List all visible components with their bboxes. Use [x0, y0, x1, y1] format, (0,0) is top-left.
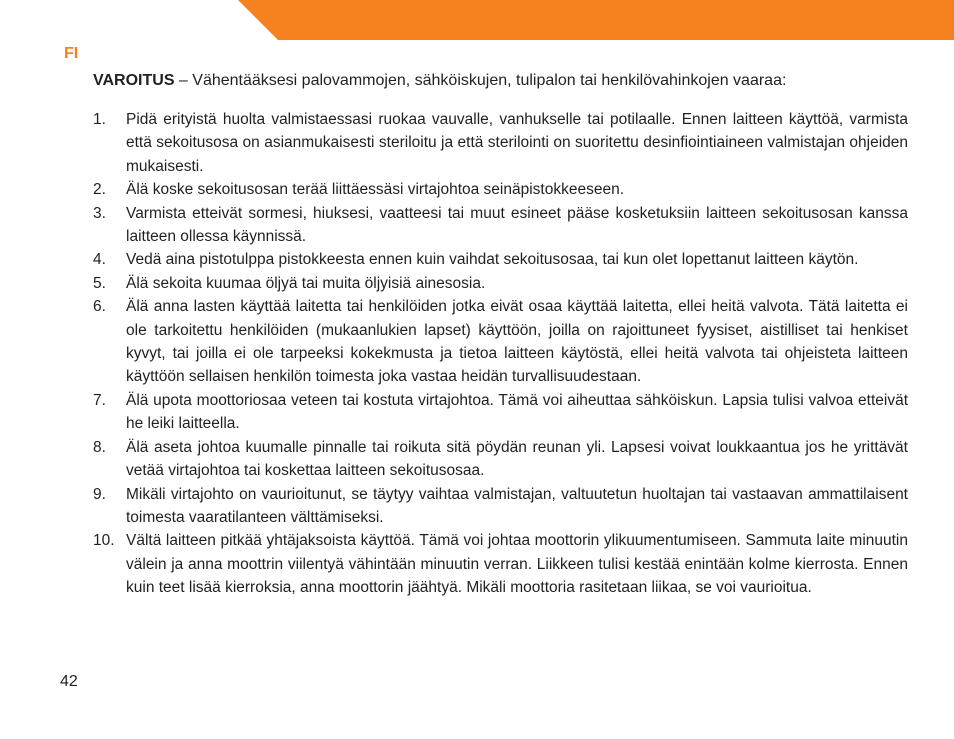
item-text: Älä sekoita kuumaa öljyä tai muita öljyisiä ainesosia.	[126, 274, 486, 292]
item-text: Älä anna lasten käyttää laitetta tai henkilöiden jotka eivät osaa käyttää laitetta, ellei heitä valvota. Tätä laitetta ei ole tarkoitettu henkilöiden (mukaanlukien lapset) käyttöön, joilla on rajoittuneet fyysiset, aistilliset tai henkiset kyvyt, tai joilla ei ole tarpeeksi kokekmusta ja tietoa laitteen käytöstä, ellei heitä valvota tai ohjeisteta laitteen käyttöön sellaisen henkilön toimesta joka vastaa heidän turvallisuudestaan.	[126, 298, 908, 386]
item-text: Vedä aina pistotulppa pistokkeesta ennen kuin vaihdat sekoitusosaa, tai kun olet lopettanut laitteen käytön.	[126, 251, 859, 269]
language-code: FI	[64, 45, 79, 62]
list-item	[93, 529, 908, 599]
item-number: 5.	[93, 274, 106, 292]
list-item	[93, 272, 908, 295]
item-text: Älä aseta johtoa kuumalle pinnalle tai roikuta sitä pöydän reunan yli. Lapsesi voivat loukkaantua jos he yrittävät vetää virtajohtoa tai koskettaa laitteen sekoitusosaa.	[126, 438, 908, 480]
list-item	[93, 436, 908, 483]
list-item	[93, 295, 908, 389]
list-item	[93, 108, 908, 178]
item-text: Älä koske sekoitusosan terää liittäessäsi virtajohtoa seinäpistokkeeseen.	[126, 181, 624, 199]
item-number: 2.	[93, 181, 106, 199]
header-accent-banner	[238, 0, 954, 40]
item-number: 6.	[93, 298, 106, 316]
item-text: Mikäli virtajohto on vaurioitunut, se täytyy vaihtaa valmistajan, valtuutetun huoltajan tai vastaavan ammattilaisent toimesta vaaratilanteen välttämiseksi.	[126, 485, 908, 526]
warning-label: VAROITUS	[93, 72, 175, 89]
item-number: 3.	[93, 204, 106, 222]
item-number: 8.	[93, 438, 106, 456]
item-number: 4.	[93, 251, 106, 269]
list-item	[93, 202, 908, 249]
list-item	[93, 483, 908, 530]
item-number: 7.	[93, 391, 106, 409]
item-number: 1.	[93, 111, 106, 128]
page-number: 42	[60, 673, 78, 690]
item-text: Pidä erityistä huolta valmistaessasi ruokaa vauvalle, vanhukselle tai potilaalle. Ennen laitteen käyttöä, varmista että sekoitusosa on asianmukaisesti steriloitu ja että sterilointi on suoritettu desinfiointiaineen valmistajan ohjeiden mukaisesti.	[126, 111, 908, 175]
list-item	[93, 389, 908, 436]
item-number: 10.	[93, 532, 115, 550]
item-text: Varmista etteivät sormesi, hiuksesi, vaatteesi tai muut esineet pääse kosketuksiin laitteen sekoitusosan kanssa laitteen ollessa käynnissä.	[126, 204, 908, 246]
item-text: Älä upota moottoriosaa veteen tai kostuta virtajohtoa. Tämä voi aiheuttaa sähköiskun. Lapsia tulisi valvoa etteivät he leiki laitteella.	[126, 391, 908, 433]
safety-instructions-list	[93, 108, 908, 600]
list-item	[93, 248, 908, 271]
list-item	[93, 178, 908, 201]
warning-text: – Vähentääksesi palovammojen, sähköiskujen, tulipalon tai henkilövahinkojen vaaraa:	[174, 72, 787, 89]
warning-heading	[93, 69, 911, 92]
item-number: 9.	[93, 485, 106, 503]
item-text: Vältä laitteen pitkää yhtäjaksoista käyttöä. Tämä voi johtaa moottorin ylikuumentumiseen. Sammuta laite minuutin välein ja anna moottrin viilentyä vähintään minuutin verran. Liikkeen tulisi kestää enintään kolme kierrosta. Ennen kuin teet lisää kierroksia, anna moottorin jäähtyä. Mikäli moottoria rasitetaan liikaa, se voi vaurioitua.	[126, 532, 908, 597]
